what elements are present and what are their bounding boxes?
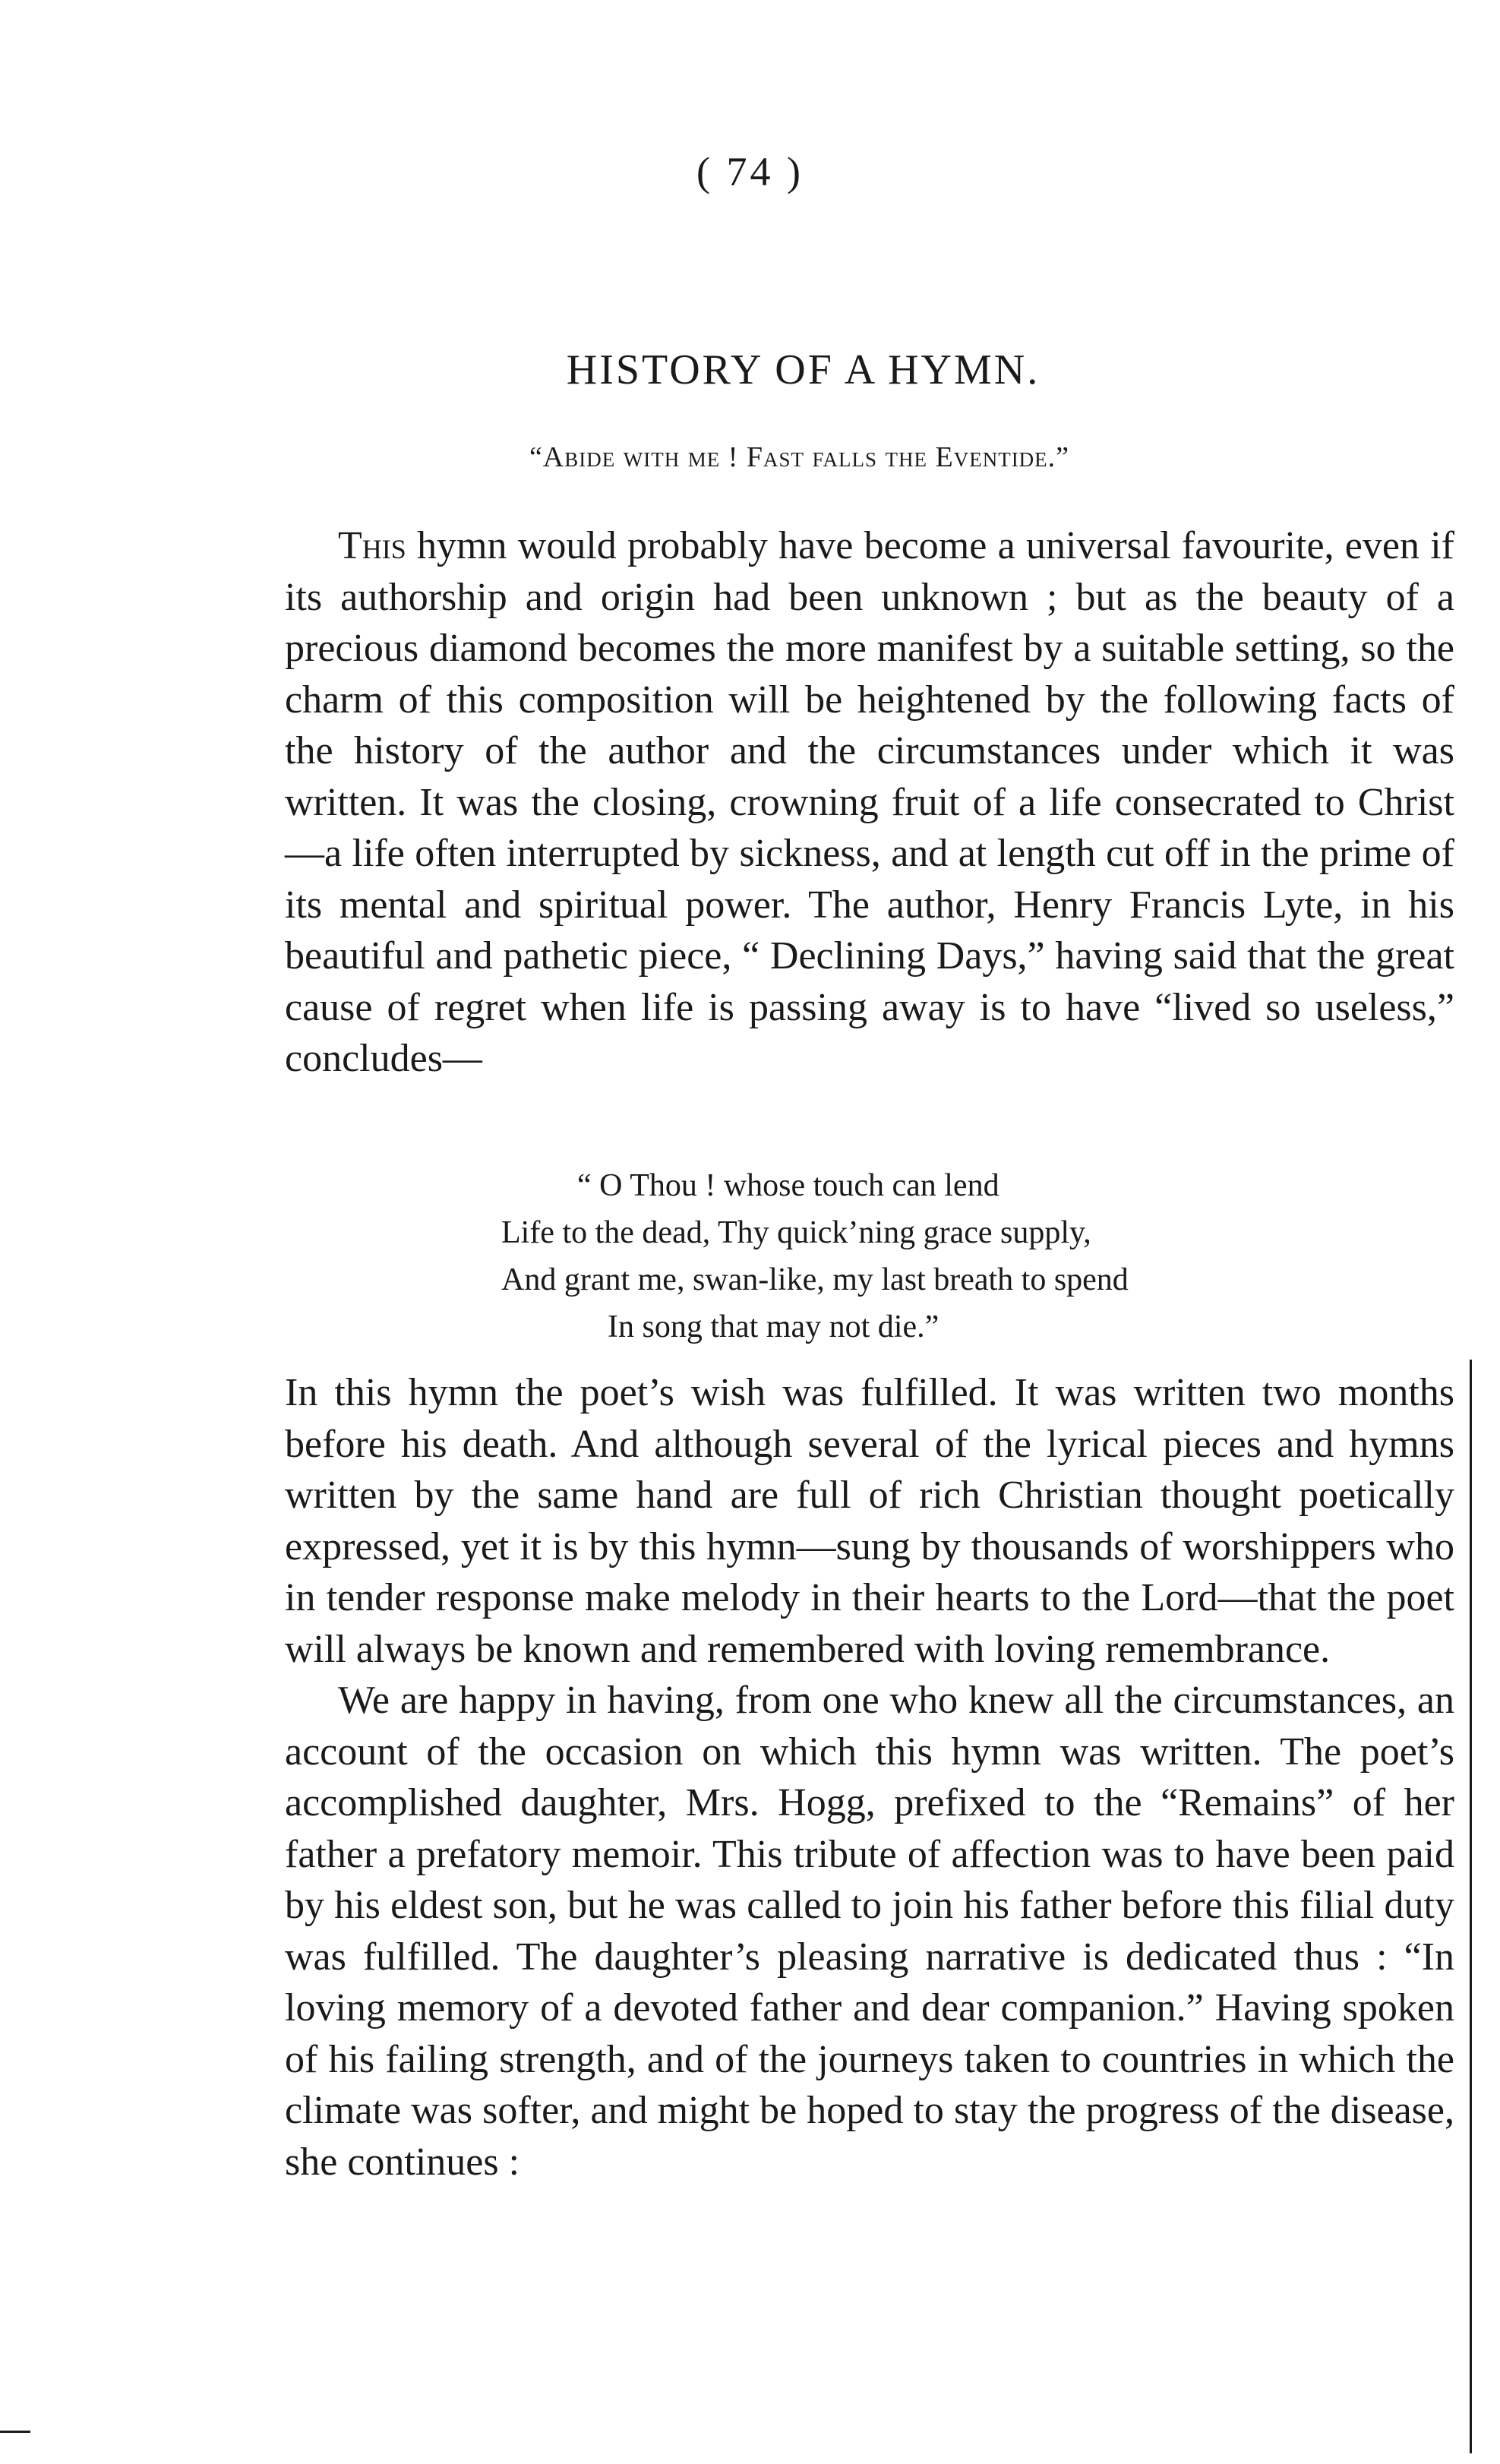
scan-edge-mark	[0, 2431, 30, 2433]
poem-quotation	[501, 1162, 1129, 1350]
paragraph-text: hymn would probably have become a universal favourite, even if its authorship and origin had been unknown ; but as the beauty of a precious diamond becomes the more manifest by a suitable setting, so the charm of this composition will be heightened by the following facts of the history of the author and the circumstances under which it was written. It was the closing, crowning fruit of a life consecrated to Christ—a life often interrupted by sickness, and at length cut off in the prime of its mental and spiritual power. The author, Henry Francis Lyte, in his beautiful and pathetic piece, “ Declining Days,” having said that the great cause of regret when life is passing away is to have “lived so useless,” concludes—	[285, 524, 1454, 1080]
poem-line: In song that may not die.”	[608, 1309, 939, 1344]
paragraph-intro	[285, 520, 1454, 1085]
poem-line: Life to the dead, Thy quick’ning grace supply,	[501, 1215, 1091, 1250]
page-number: ( 74 )	[696, 149, 804, 194]
intro-text-block	[285, 520, 1454, 1085]
scan-edge-line	[1470, 1360, 1472, 2453]
continuation-text-block	[285, 1367, 1454, 2188]
poem-line: And grant me, swan-like, my last breath to spend	[501, 1262, 1129, 1297]
page-title: HISTORY OF A HYMN.	[566, 346, 1041, 393]
paragraph-fulfilled: In this hymn the poet’s wish was fulfilled. It was written two months before his death. And although several of the lyrical pieces and hymns written by the same hand are full of rich Christian thought poetically expressed, yet it is by this hymn—sung by thousands of worshippers who in tender response make melody in their hearts to the Lord—that the poet will always be known and remembered with loving remembrance.	[285, 1371, 1454, 1671]
poem-line: “ O Thou ! whose touch can lend	[577, 1168, 999, 1203]
paragraph-lead-word: This	[338, 524, 406, 567]
hymn-subtitle: “Abide with me ! Fast falls the Eventide.”	[529, 441, 1070, 473]
paragraph-account: We are happy in having, from one who knew all the circumstances, an account of the occasion on which this hymn was written. The poet’s accomplished daughter, Mrs. Hogg, prefixed to the “Remains” of her father a prefatory memoir. This tribute of affection was to have been paid by his eldest son, but he was called to join his father before this filial duty was fulfilled. The daughter’s pleasing narrative is dedicated thus : “In loving memory of a devoted father and dear companion.” Having spoken of his failing strength, and of the journeys taken to countries in which the climate was softer, and might be hoped to stay the progress of the disease, she continues :	[285, 1679, 1454, 2184]
